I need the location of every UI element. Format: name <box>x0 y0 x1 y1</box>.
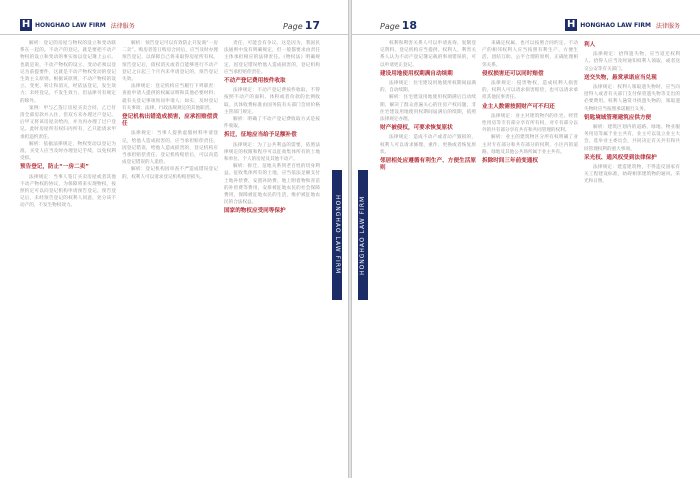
paragraph: 法律规定：权利人领取遗失物时，应当向拾得人或者有关部门支付保管遗失物等支出的必要费用。权利人悬赏寻找遗失物的，领取遗失物时应当按照承诺履行义务。 <box>584 85 680 112</box>
paragraph: 解析：业主的建筑物区分所有权明确了业主对专有部分和共有部分的权利，小区内的道路、绿地及其他公共场所属于业主共有。 <box>482 135 578 155</box>
section-heading: 预告登记，防止“一房二卖” <box>20 164 89 171</box>
section-heading: 不动产登记费用按件收取 <box>224 78 286 85</box>
section-heading: 登记机构出错造成损害，应承担赔偿责任 <box>122 114 218 128</box>
side-tab: HONGHAO LAW FIRM <box>358 170 368 300</box>
text-column <box>122 40 218 468</box>
section-heading: 财产被侵权，可要求恢复原状 <box>380 125 453 132</box>
section-heading: 邻居相处应遵循有利生产、方便生活原则 <box>380 158 476 172</box>
section-heading: 利人 <box>584 42 596 48</box>
text-column <box>224 40 320 468</box>
paragraph: 解析：登记的房屋与物权的设立和变动联系在一起的。不动产的登记，就是要把不动产物权的设立和变动的事实加以登记簿上公示。也就是说，不动产物权的设立、变动必须以登记为前提要件，这就是不动产物权变动的登记生效主义原则。根据该原则，不动产物权的设立、变更、转让和消灭，经依法登记，发生效力；未经登记，不发生效力，但法律另有规定的除外。 <box>20 41 116 104</box>
right-page <box>352 0 700 478</box>
section-heading: 侵权损害还可以同时赔偿 <box>482 70 544 77</box>
section-heading: 建设用地使用权期满自动续期 <box>380 70 453 77</box>
paragraph: 解析：明确了不动产登记费收取方式是按件收取。 <box>224 117 320 130</box>
page-label: Page <box>380 22 400 31</box>
article-columns <box>380 40 680 468</box>
left-page <box>0 0 348 478</box>
firm-logo <box>20 19 135 31</box>
paragraph: 责任，可能会有争议。这是因为，我国民法通则中没有明确规定，但一般都要求由责任主体承担相应的法律责任。《物权法》明确规定，因登记错误给他人造成损害的，登记机构应当承担赔偿责任。 <box>224 41 320 75</box>
page-number-value: 17 <box>304 19 320 32</box>
firm-logo <box>565 19 680 31</box>
text-column <box>482 40 578 468</box>
page-label: Page <box>282 22 303 31</box>
paragraph: 法律规定：登记机构应当履行下列职责：查验申请人提供的权属证明和其他必要材料；就有关登记事项询问申请人；如实、及时登记有关事项；法律、行政法规规定的其他职责。 <box>122 84 218 111</box>
paragraph: 法律规定：拾得遗失物，应当返还权利人。拾得人应当及时通知权利人领取，或者送交公安等有关部门。 <box>584 52 680 72</box>
paragraph: 法律规定：不动产登记费按件收取，不得按照不动产的面积、体积或者价款的比例收取。具体收费标准由国务院有关部门会同价格主管部门规定。 <box>224 88 320 115</box>
paragraph: 法律规定：住宅建设用地使用权期间届满的，自动续期。 <box>380 81 476 94</box>
section-heading: 拆除时间三年前变通权 <box>482 158 538 165</box>
section-heading: 业主人数需按照财产可不归还 <box>482 103 555 110</box>
paragraph: 法律规定：业主对建筑物内的住宅、经营性用房等专有部分享有所有权，对专有部分以外的共有部分享有共有和共同管理的权利。 <box>482 113 578 134</box>
paragraph: 法律规定：造成不动产或者动产毁损的，权利人可以请求修理、重作、更换或者恢复原状。 <box>380 135 476 155</box>
paragraph: 法律规定：建造建筑物，不得违反国家有关工程建设标准，妨碍相邻建筑物的通风、采光和日照。 <box>584 165 680 185</box>
section-heading: 采光权、通风权受到法律保护 <box>584 154 657 161</box>
text-column <box>20 40 116 468</box>
side-tab: HONGHAO LAW FIRM <box>332 170 342 300</box>
paragraph: 案例：甲与乙签订房屋买卖合同，乙已付清全部房款并入住，但双方未办理过户登记。后甲又将该房屋卖给丙，并为丙办理了过户登记。此时房屋所有权归丙所有，乙只能请求甲承担违约责任。 <box>20 105 116 140</box>
section-label: 法律服务 <box>110 22 135 30</box>
page-number-value: 18 <box>401 19 418 32</box>
page-header <box>0 18 348 35</box>
firm-brand: HONGHAO LAW FIRM <box>580 21 651 29</box>
paragraph: 法律规定：为了公共利益的需要，依照法律规定的权限和程序可以征收集体所有的土地和单位、个人的房屋及其他不动产。 <box>224 142 320 163</box>
page-number <box>283 19 320 32</box>
paragraph: 法律规定：当事人签订买卖房屋或者其他不动产物权的协议，为保障将来实现物权，按照约定可以向登记机构申请预告登记。预告登记后，未经预告登记的权利人同意，处分该不动产的，不发生物权效力。 <box>20 174 116 209</box>
section-heading: 拆迁，征地应当给予足额补偿 <box>224 132 297 139</box>
paragraph: 解析：登记机构因审查不严造成错误登记的，权利人可以请求登记机构赔偿损失。 <box>122 167 218 180</box>
logo-mark-icon: H <box>21 19 31 30</box>
firm-brand: HONGHAO LAW FIRM <box>35 21 106 29</box>
paragraph: 解析：建筑区划内的道路、绿地、物业服务用房等属于业主共有，业主可以设立业主大会，选举业主委员会，共同决定有关共有和共同管理权利的重大事项。 <box>584 125 680 152</box>
section-heading: 送交失物，悬赏承诺应当兑现 <box>584 74 657 81</box>
paragraph: 解析：预告登记可以有效防止开发商“一房二卖”。购房者签订购房合同后，应当及时办理预告登记，以保障自己将来取得房屋所有权。预告登记后，债权消灭或者自能够进行不动产登记之日起三个月内未申请登记的，预告登记失效。 <box>122 41 218 83</box>
section-heading: 钥匙境域管理建筑应供方便 <box>584 114 652 121</box>
page-number <box>380 19 417 32</box>
article-columns <box>20 40 320 468</box>
page-header <box>352 18 700 35</box>
paragraph: 解析：住宅建设用地使用权期满后自动续期，解决了群众普遍关心的住房产权问题。非住宅建设用地使用权期间届满后的续期，依照法律规定办理。 <box>380 95 476 123</box>
paragraph: 法律规定：侵害物权，造成权利人损害的，权利人可以请求损害赔偿，也可以请求承担其他民事责任。 <box>482 81 578 101</box>
text-column <box>584 40 680 468</box>
paragraph: 权利和利害关系人可以申请查询、复制登记资料，登记机构应当提供。权利人、利害关系人认为不动产登记簿记载的事项错误的，可以申请更正登记。 <box>380 41 476 68</box>
text-column <box>380 40 476 468</box>
section-label: 法律服务 <box>655 22 680 30</box>
paragraph: 来确定权属，也可以按照合同约定。不动产的相邻权利人应当按照有利生产、方便生活、团结互助、公平合理的原则，正确处理相邻关系。 <box>482 41 578 68</box>
paragraph: 解析：依据法律规定，物权变动以登记为准，买受人应当及时办理登记手续，以免权利受损。 <box>20 141 116 162</box>
paragraph: 法律规定：当事人提供虚假材料申请登记，给他人造成损害的，应当承担赔偿责任。因登记错误，给他人造成损害的，登记机构应当承担赔偿责任。登记机构赔偿后，可以向造成登记错误的人追偿。 <box>122 131 218 166</box>
paragraph: 解析：拆迁、征地关系到老百姓的切身利益。征收集体所有的土地，应当依法足额支付土地补偿费、安置补助费、地上附着物和青苗的补偿费等费用，安排被征地农民的社会保障费用，保障被征地农民的生活，维护被征地农民的合法权益。 <box>224 164 320 206</box>
logo-mark-icon: H <box>567 19 576 30</box>
section-heading: 国家的物权应受同等保护 <box>224 208 286 215</box>
